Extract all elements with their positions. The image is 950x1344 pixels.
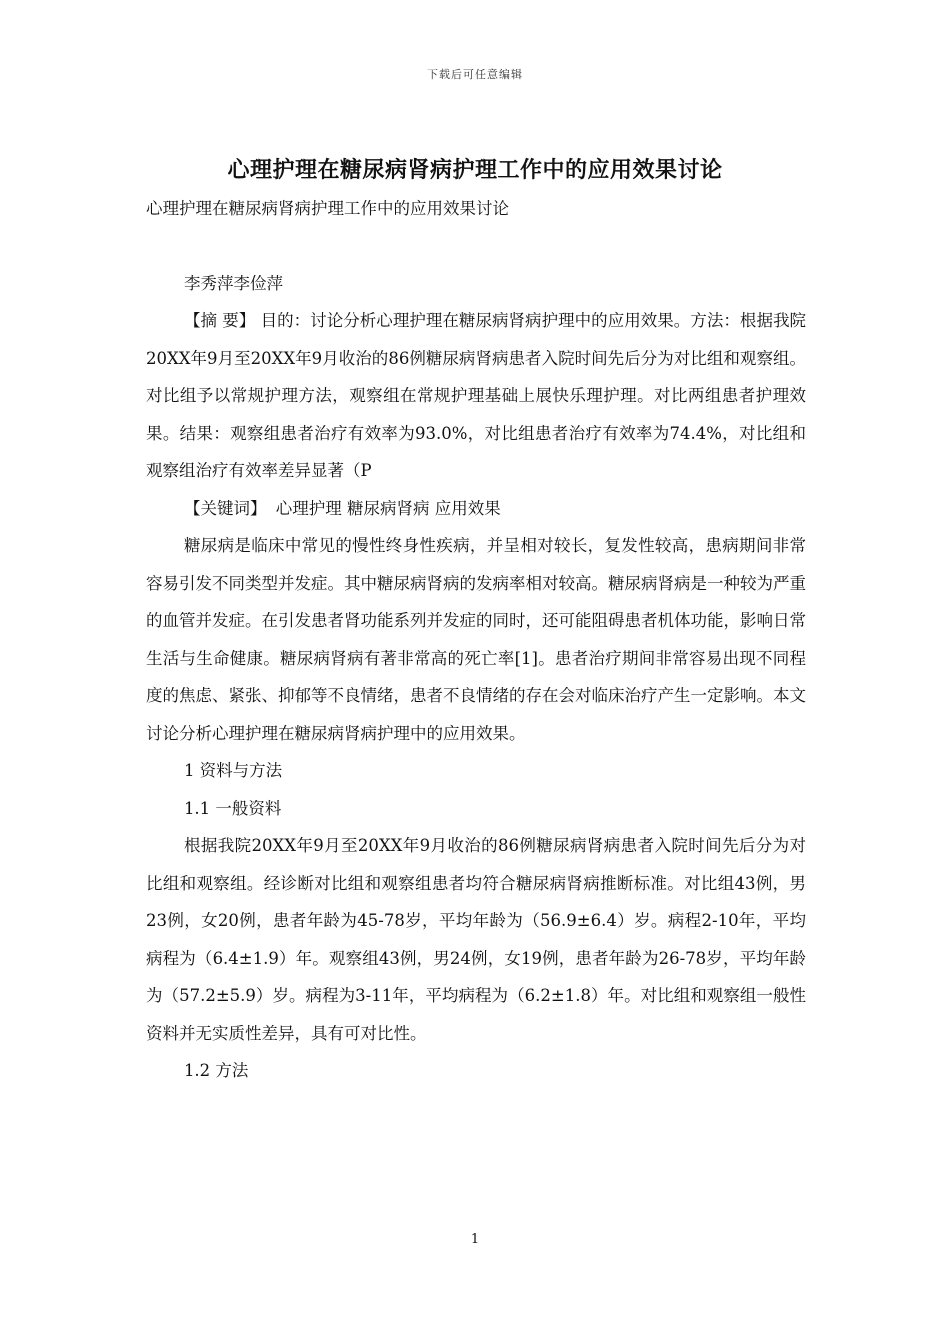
abstract-text: 目的：讨论分析心理护理在糖尿病肾病护理中的应用效果。方法：根据我院20XX年9月至20XX年9月收治的86例糖尿病肾病患者入院时间先后分为对比组和观察组。对比组予以常规护理方法，观察组在常规护理基础上展快乐理护理。对比两组患者护理效果。结果：观察组患者治疗有效率为93.0%，对比组患者治疗有效率为74.4%，对比组和观察组治疗有效率差异显著（P: [146, 311, 806, 480]
authors: 李秀萍李俭萍: [183, 273, 283, 293]
document-body: [146, 190, 806, 1090]
general-data-paragraph: 根据我院20XX年9月至20XX年9月收治的86例糖尿病肾病患者入院时间先后分为对比组和观察组。经诊断对比组和观察组患者均符合糖尿病肾病推断标准。对比组43例，男23例，女20例，患者年龄为45-78岁，平均年龄为（56.9±6.4）岁。病程2-10年，平均病程为（6.4±1.9）年。观察组43例，男24例，女19例，患者年龄为26-78岁，平均年龄为（57.2±5.9）岁。病程为3-11年，平均病程为（6.2±1.8）年。对比组和观察组一般性资料并无实质性差异，具有可对比性。: [146, 836, 806, 1043]
keyword-item: 糖尿病肾病: [346, 498, 430, 518]
header-note: 下载后可任意编辑: [427, 68, 523, 81]
abstract: [146, 302, 806, 490]
page-title: 心理护理在糖尿病肾病护理工作中的应用效果讨论: [227, 157, 723, 183]
intro-paragraph: 糖尿病是临床中常见的慢性终身性疾病，并呈相对较长，复发性较高，患病期间非常容易引发不同类型并发症。其中糖尿病肾病的发病率相对较高。糖尿病肾病是一种较为严重的血管并发症。在引发患者肾功能系列并发症的同时，还可能阻碍患者机体功能，影响日常生活与生命健康。糖尿病肾病有著非常高的死亡率[1]。患者治疗期间非常容易出现不同程度的焦虑、紧张、抑郁等不良情绪，患者不良情绪的存在会对临床治疗产生一定影响。本文讨论分析心理护理在糖尿病肾病护理中的应用效果。: [146, 536, 806, 743]
spacer: [146, 228, 806, 265]
subtitle: 心理护理在糖尿病肾病护理工作中的应用效果讨论: [146, 199, 509, 218]
page-number: 1: [470, 1232, 480, 1247]
section-heading: 1 资料与方法: [183, 761, 283, 780]
keyword-item: 应用效果: [434, 498, 501, 518]
subsection-heading: 1.1 一般资料: [183, 798, 282, 818]
keywords-label: 【关键词】: [183, 498, 267, 518]
abstract-label: 【摘 要】: [183, 311, 256, 330]
keywords: [146, 490, 806, 528]
subsection-heading: 1.2 方法: [183, 1061, 249, 1080]
keyword-item: 心理护理: [275, 498, 342, 518]
